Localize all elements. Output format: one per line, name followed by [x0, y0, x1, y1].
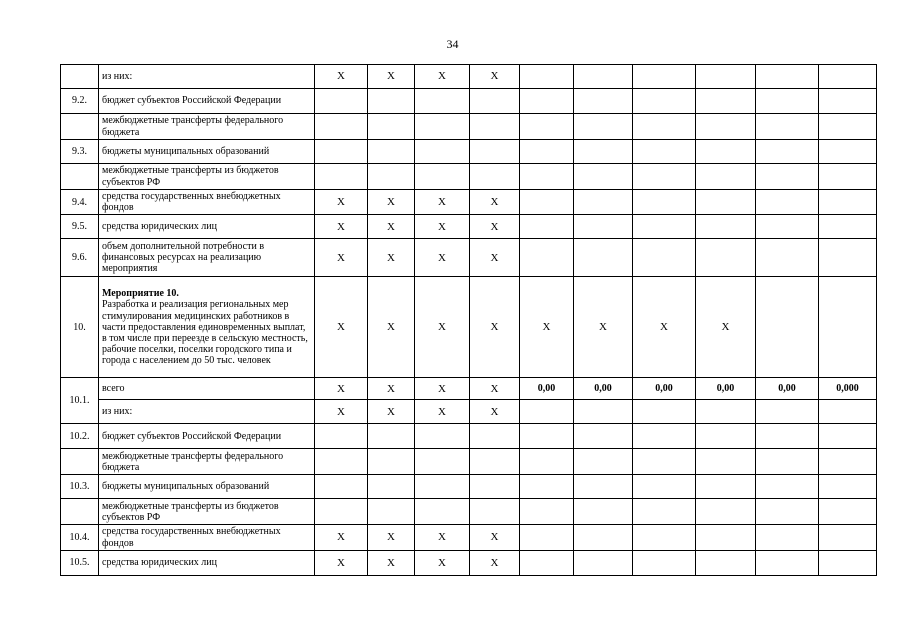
- empty-cell: [574, 215, 633, 239]
- empty-cell: [415, 164, 470, 190]
- x-mark: X: [315, 550, 368, 575]
- empty-cell: [756, 114, 819, 140]
- empty-cell: [633, 239, 696, 277]
- empty-cell: [756, 525, 819, 550]
- empty-cell: [315, 424, 368, 449]
- empty-cell: [819, 239, 877, 277]
- row-description: бюджеты муниципальных образований: [99, 475, 315, 499]
- empty-cell: [756, 277, 819, 378]
- row-description: межбюджетные трансферты федерального бюджета: [99, 449, 315, 475]
- row-description: бюджет субъектов Российской Федерации: [99, 424, 315, 449]
- x-mark: X: [470, 277, 520, 378]
- empty-cell: [574, 65, 633, 89]
- table-row: [61, 65, 877, 89]
- empty-cell: [574, 475, 633, 499]
- x-mark: X: [315, 65, 368, 89]
- empty-cell: [520, 65, 574, 89]
- row-description: бюджет субъектов Российской Федерации: [99, 89, 315, 114]
- row-description: объем дополнительной потребности в финансовых ресурсах на реализацию мероприятия: [99, 239, 315, 277]
- row-number: 10.: [61, 277, 99, 378]
- empty-cell: [819, 400, 877, 424]
- empty-cell: [368, 449, 415, 475]
- table-row: [61, 499, 877, 525]
- empty-cell: [520, 190, 574, 215]
- empty-cell: [633, 140, 696, 164]
- empty-cell: [574, 400, 633, 424]
- empty-cell: [756, 190, 819, 215]
- empty-cell: [520, 449, 574, 475]
- row-number: 9.2.: [61, 89, 99, 114]
- row-number: 10.2.: [61, 424, 99, 449]
- table-row: [61, 378, 877, 400]
- empty-cell: [415, 140, 470, 164]
- empty-cell: [696, 140, 756, 164]
- row-number: 10.1.: [61, 378, 99, 424]
- row-description: средства государственных внебюджетных фондов: [99, 190, 315, 215]
- empty-cell: [520, 475, 574, 499]
- empty-cell: [470, 499, 520, 525]
- row-description: [99, 277, 315, 378]
- value-cell: 0,00: [633, 378, 696, 400]
- empty-cell: [756, 215, 819, 239]
- empty-cell: [315, 89, 368, 114]
- empty-cell: [574, 164, 633, 190]
- row-number: [61, 499, 99, 525]
- empty-cell: [470, 114, 520, 140]
- empty-cell: [756, 239, 819, 277]
- empty-cell: [574, 239, 633, 277]
- page-number: 34: [446, 37, 459, 51]
- x-mark: X: [368, 65, 415, 89]
- table-row: [61, 140, 877, 164]
- empty-cell: [696, 400, 756, 424]
- x-mark: X: [470, 190, 520, 215]
- empty-cell: [696, 499, 756, 525]
- empty-cell: [315, 114, 368, 140]
- table-row: [61, 475, 877, 499]
- empty-cell: [520, 239, 574, 277]
- value-cell: 0,00: [520, 378, 574, 400]
- empty-cell: [368, 424, 415, 449]
- empty-cell: [415, 114, 470, 140]
- row-number: 10.5.: [61, 550, 99, 575]
- row-description: межбюджетные трансферты из бюджетов субъектов РФ: [99, 499, 315, 525]
- empty-cell: [470, 140, 520, 164]
- table-row: [61, 277, 877, 378]
- x-mark: X: [470, 550, 520, 575]
- empty-cell: [696, 89, 756, 114]
- empty-cell: [415, 89, 470, 114]
- empty-cell: [470, 164, 520, 190]
- x-mark: X: [315, 215, 368, 239]
- empty-cell: [574, 499, 633, 525]
- table-row: [61, 239, 877, 277]
- row-number: 9.4.: [61, 190, 99, 215]
- x-mark: X: [368, 550, 415, 575]
- empty-cell: [315, 475, 368, 499]
- row-description: из них:: [99, 400, 315, 424]
- x-mark: X: [415, 550, 470, 575]
- row-number: [61, 114, 99, 140]
- x-mark: X: [415, 215, 470, 239]
- empty-cell: [415, 449, 470, 475]
- empty-cell: [696, 215, 756, 239]
- table-row: [61, 525, 877, 550]
- x-mark: X: [368, 239, 415, 277]
- empty-cell: [819, 525, 877, 550]
- empty-cell: [696, 239, 756, 277]
- financing-table: [60, 64, 877, 576]
- empty-cell: [819, 449, 877, 475]
- x-mark: X: [470, 215, 520, 239]
- empty-cell: [819, 550, 877, 575]
- row-description: из них:: [99, 65, 315, 89]
- row-number: 10.3.: [61, 475, 99, 499]
- x-mark: X: [315, 525, 368, 550]
- empty-cell: [756, 400, 819, 424]
- x-mark: X: [368, 378, 415, 400]
- row-description: межбюджетные трансферты федерального бюджета: [99, 114, 315, 140]
- empty-cell: [756, 424, 819, 449]
- empty-cell: [819, 277, 877, 378]
- empty-cell: [819, 424, 877, 449]
- x-mark: X: [315, 190, 368, 215]
- empty-cell: [520, 550, 574, 575]
- empty-cell: [520, 114, 574, 140]
- x-mark: X: [368, 525, 415, 550]
- empty-cell: [574, 550, 633, 575]
- empty-cell: [520, 140, 574, 164]
- empty-cell: [756, 475, 819, 499]
- empty-cell: [633, 550, 696, 575]
- empty-cell: [315, 164, 368, 190]
- empty-cell: [368, 89, 415, 114]
- empty-cell: [633, 89, 696, 114]
- x-mark: X: [415, 378, 470, 400]
- empty-cell: [520, 89, 574, 114]
- empty-cell: [696, 475, 756, 499]
- x-mark: X: [415, 190, 470, 215]
- empty-cell: [520, 424, 574, 449]
- x-mark: X: [368, 190, 415, 215]
- empty-cell: [415, 499, 470, 525]
- empty-cell: [368, 499, 415, 525]
- x-mark: X: [470, 239, 520, 277]
- empty-cell: [520, 400, 574, 424]
- empty-cell: [633, 164, 696, 190]
- empty-cell: [368, 114, 415, 140]
- empty-cell: [574, 525, 633, 550]
- empty-cell: [756, 140, 819, 164]
- row-description: бюджеты муниципальных образований: [99, 140, 315, 164]
- table-row: [61, 449, 877, 475]
- empty-cell: [520, 499, 574, 525]
- empty-cell: [368, 475, 415, 499]
- value-cell: 0,00: [696, 378, 756, 400]
- empty-cell: [756, 89, 819, 114]
- empty-cell: [819, 89, 877, 114]
- empty-cell: [696, 449, 756, 475]
- x-mark: X: [315, 400, 368, 424]
- x-mark: X: [315, 277, 368, 378]
- empty-cell: [520, 525, 574, 550]
- x-mark: X: [315, 239, 368, 277]
- table-row: [61, 164, 877, 190]
- value-cell: 0,00: [756, 378, 819, 400]
- value-cell: 0,00: [574, 378, 633, 400]
- x-mark: X: [574, 277, 633, 378]
- empty-cell: [315, 499, 368, 525]
- row-description: средства юридических лиц: [99, 550, 315, 575]
- empty-cell: [574, 449, 633, 475]
- x-mark: X: [415, 239, 470, 277]
- empty-cell: [696, 114, 756, 140]
- empty-cell: [633, 525, 696, 550]
- empty-cell: [368, 164, 415, 190]
- row-number: 9.6.: [61, 239, 99, 277]
- empty-cell: [633, 114, 696, 140]
- empty-cell: [819, 475, 877, 499]
- table-row: [61, 424, 877, 449]
- measure-title: Мероприятие 10.: [102, 288, 179, 300]
- empty-cell: [633, 400, 696, 424]
- empty-cell: [756, 65, 819, 89]
- table-row: [61, 400, 877, 424]
- empty-cell: [574, 114, 633, 140]
- x-mark: X: [368, 400, 415, 424]
- empty-cell: [756, 499, 819, 525]
- x-mark: X: [415, 65, 470, 89]
- empty-cell: [574, 140, 633, 164]
- x-mark: X: [368, 215, 415, 239]
- empty-cell: [315, 140, 368, 164]
- row-number: 9.5.: [61, 215, 99, 239]
- empty-cell: [696, 550, 756, 575]
- x-mark: X: [520, 277, 574, 378]
- empty-cell: [756, 550, 819, 575]
- x-mark: X: [470, 400, 520, 424]
- row-description: всего: [99, 378, 315, 400]
- x-mark: X: [470, 525, 520, 550]
- empty-cell: [756, 449, 819, 475]
- empty-cell: [819, 140, 877, 164]
- table-row: [61, 215, 877, 239]
- row-number: 10.4.: [61, 525, 99, 550]
- row-description: средства государственных внебюджетных фондов: [99, 525, 315, 550]
- empty-cell: [819, 114, 877, 140]
- table-row: [61, 550, 877, 575]
- x-mark: X: [470, 378, 520, 400]
- x-mark: X: [633, 277, 696, 378]
- empty-cell: [819, 190, 877, 215]
- empty-cell: [574, 89, 633, 114]
- x-mark: X: [470, 65, 520, 89]
- empty-cell: [368, 140, 415, 164]
- row-number: [61, 65, 99, 89]
- x-mark: X: [415, 277, 470, 378]
- table-row: [61, 89, 877, 114]
- empty-cell: [415, 475, 470, 499]
- empty-cell: [633, 475, 696, 499]
- empty-cell: [470, 89, 520, 114]
- empty-cell: [696, 525, 756, 550]
- empty-cell: [696, 164, 756, 190]
- empty-cell: [415, 424, 470, 449]
- row-description: средства юридических лиц: [99, 215, 315, 239]
- empty-cell: [756, 164, 819, 190]
- empty-cell: [574, 424, 633, 449]
- empty-cell: [633, 424, 696, 449]
- empty-cell: [633, 215, 696, 239]
- x-mark: X: [415, 400, 470, 424]
- empty-cell: [520, 164, 574, 190]
- empty-cell: [574, 190, 633, 215]
- empty-cell: [819, 499, 877, 525]
- empty-cell: [696, 190, 756, 215]
- empty-cell: [633, 65, 696, 89]
- empty-cell: [315, 449, 368, 475]
- x-mark: X: [368, 277, 415, 378]
- empty-cell: [520, 215, 574, 239]
- row-description: межбюджетные трансферты из бюджетов субъектов РФ: [99, 164, 315, 190]
- value-cell: 0,000: [819, 378, 877, 400]
- x-mark: X: [415, 525, 470, 550]
- table-row: [61, 190, 877, 215]
- empty-cell: [470, 449, 520, 475]
- x-mark: X: [315, 378, 368, 400]
- empty-cell: [696, 65, 756, 89]
- row-number: 9.3.: [61, 140, 99, 164]
- table-row: [61, 114, 877, 140]
- empty-cell: [819, 65, 877, 89]
- empty-cell: [819, 164, 877, 190]
- empty-cell: [696, 424, 756, 449]
- empty-cell: [633, 190, 696, 215]
- empty-cell: [819, 215, 877, 239]
- row-number: [61, 164, 99, 190]
- row-number: [61, 449, 99, 475]
- empty-cell: [470, 424, 520, 449]
- empty-cell: [633, 449, 696, 475]
- empty-cell: [470, 475, 520, 499]
- x-mark: X: [696, 277, 756, 378]
- measure-text: Разработка и реализация региональных мер стимулирования медицинских работников в части предоставления единовременных выплат, в том числе при переезде в сельскую местность, рабочие поселки, поселки городского типа и города с населением до 50 тыс. человек: [102, 299, 308, 367]
- empty-cell: [633, 499, 696, 525]
